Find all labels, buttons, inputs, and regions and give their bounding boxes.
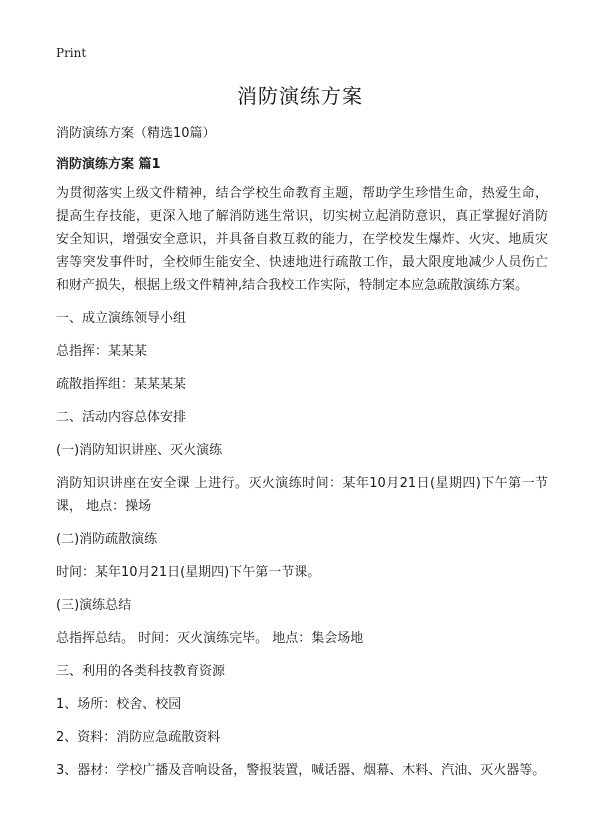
resource-equipment-line: 3、器材：学校广播及音响设备，警报装置，喊话器、烟幕、木料、汽油、灭火器等。: [56, 763, 546, 778]
resource-venue-line: 1、场所：校舍、校园: [56, 697, 182, 712]
heading-leadership-group: 一、成立演练领导小组: [56, 311, 187, 326]
commander-line: 总指挥：某某某: [56, 344, 148, 359]
subheading-evacuation-drill: (二)消防疏散演练: [56, 532, 158, 547]
page-title: 消防演练方案: [237, 84, 363, 108]
section-heading: 消防演练方案 篇1: [56, 157, 161, 172]
document-body: [56, 122, 548, 792]
document-subtitle: 消防演练方案（精选10篇）: [56, 126, 216, 141]
print-link[interactable]: Print: [56, 46, 87, 60]
heading-resources: 三、利用的各类科技教育资源: [56, 664, 226, 679]
subheading-drill-summary: (三)演练总结: [56, 598, 132, 613]
subheading-fire-knowledge: (一)消防知识讲座、灭火演练: [56, 443, 223, 458]
evacuation-time-line: 时间：某年10月21日(星期四)下午第一节课。: [56, 565, 321, 580]
intro-paragraph: 为贯彻落实上级文件精神，结合学校生命教育主题，帮助学生珍惜生命，热爱生命，提高生存技能，更深入地了解消防逃生常识，切实树立起消防意识，真正掌握好消防安全知识，增强安全意识，并具备自救互救的能力，在学校发生爆炸、火灾、地质灾害等突发事件时，全校师生能安全、快速地进行疏散工作，最大限度地减少人员伤亡和财产损失，根据上级文件精神,结合我校工作实际，特制定本应急疏散演练方案。: [56, 186, 548, 293]
summary-line: 总指挥总结。 时间：灭火演练完毕。 地点：集会场地: [56, 631, 364, 646]
evacuation-group-line: 疏散指挥组：某某某某: [56, 377, 187, 392]
resource-materials-line: 2、资料：消防应急疏散资料: [56, 730, 221, 745]
heading-activity-plan: 二、活动内容总体安排: [56, 410, 187, 425]
fire-knowledge-paragraph: 消防知识讲座在安全课 上进行。灭火演练时间：某年10月21日(星期四)下午第一节课， 地点：操场: [56, 476, 548, 514]
